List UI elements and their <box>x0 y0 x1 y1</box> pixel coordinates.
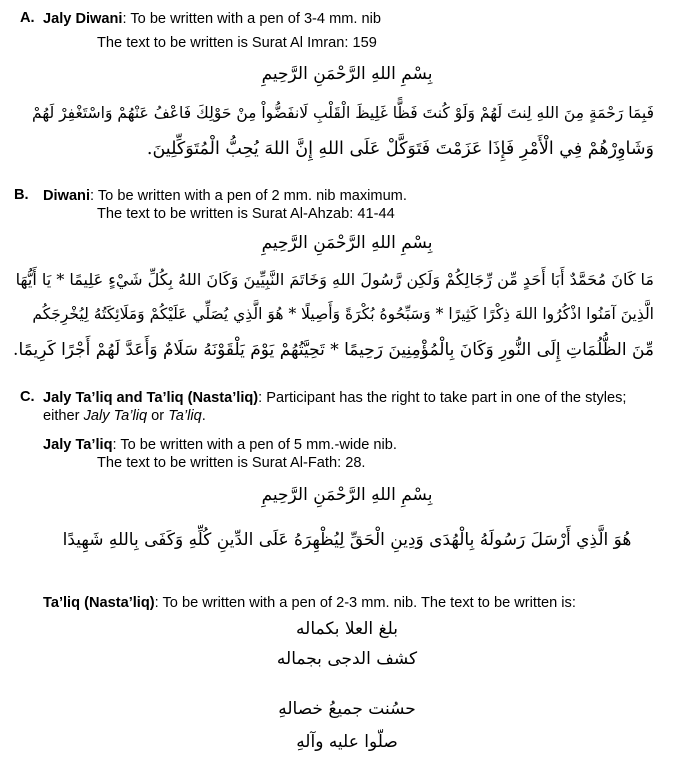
section-c-poem-line-3: حسُنت جميعُ خصالهِ <box>278 699 416 719</box>
section-a-basmala: بِسْمِ اللهِ الرَّحْمَنِ الرَّحِيمِ <box>261 64 433 84</box>
section-a-text-line: The text to be written is Surat Al Imran: 159 <box>97 35 377 51</box>
section-b-desc: : To be written with a pen of 2 mm. nib maximum. <box>90 188 407 204</box>
section-c-title: Jaly Ta’liq and Ta’liq (Nasta’liq) <box>43 390 259 406</box>
section-c-sub1-text-line: The text to be written is Surat Al-Fath: 28. <box>97 455 366 471</box>
section-c-desc-2-mid: or <box>147 408 169 424</box>
section-c-letter: C. <box>20 389 35 405</box>
section-a-title: Jaly Diwani <box>43 11 123 27</box>
section-b-letter: B. <box>14 187 29 203</box>
section-c-desc-2 <box>43 407 206 425</box>
section-a-heading <box>43 10 381 28</box>
section-b-heading <box>43 187 407 205</box>
section-c-desc-2-post: . <box>201 408 206 424</box>
section-b-verse-line-3: مِّنَ الظُّلُمَاتِ إِلَى النُّورِ وَكَانَ بِالْمُؤْمِنِينَ رَحِيمًا * تَحِيَّتُهُمْ يَوْمَ يَلْقَوْنَهُ سَلَامٌ وَأَعَدَّ لَهُمْ أَجْرًا كَرِيمًا. <box>13 340 654 360</box>
section-b-title: Diwani <box>43 188 91 204</box>
section-c-sub1-desc: : To be written with a pen of 5 mm.-wide nib. <box>112 437 397 453</box>
section-c-sub2-desc: : To be written with a pen of 2-3 mm. nib. The text to be written is: <box>154 595 576 611</box>
section-c-poem-line-4: صلّوا عليه وآلهِ <box>296 732 398 752</box>
section-b-basmala: بِسْمِ اللهِ الرَّحْمَنِ الرَّحِيمِ <box>261 233 433 253</box>
section-c-sub2-heading <box>43 594 576 612</box>
section-c-sub2-title: Ta’liq (Nasta’liq) <box>43 595 155 611</box>
section-b-verse-line-2: الَّذِينَ آمَنُوا اذْكُرُوا اللهَ ذِكْرًا كَثِيرًا * وَسَبِّحُوهُ بُكْرَةً وَأَصِيلًا * هُوَ الَّذِي يُصَلِّي عَلَيْكُمْ وَمَلَائِكَتُهُ لِيُخْرِجَكُم <box>32 305 654 323</box>
section-c-desc-1: : Participant has the right to take part in one of the styles; <box>258 390 627 406</box>
section-c-poem-line-1: بلغ العلا بكماله <box>296 619 398 639</box>
section-c-sub1-title: Jaly Ta’liq <box>43 437 113 453</box>
section-b-verse-line-1: مَا كَانَ مُحَمَّدٌ أَبَا أَحَدٍ مِّن رِّجَالِكُمْ وَلَكِن رَّسُولَ اللهِ وَخَاتَمَ النَّبِيِّينَ وَكَانَ اللهُ بِكُلِّ شَيْءٍ عَلِيمًا * يَا أَيُّهَا <box>15 270 654 289</box>
section-c-sub1-heading <box>43 436 397 454</box>
section-c-heading <box>43 389 626 407</box>
section-c-poem-line-2: كشف الدجى بجماله <box>276 649 418 669</box>
section-c-desc-2-pre: either <box>43 408 84 424</box>
section-b-text-line: The text to be written is Surat Al-Ahzab: 41-44 <box>97 206 395 222</box>
section-a-desc: : To be written with a pen of 3-4 mm. nib <box>122 11 381 27</box>
section-c-style-taliq: Ta’liq <box>168 408 202 424</box>
section-a-letter: A. <box>20 10 35 26</box>
section-c-style-jaly-taliq: Jaly Ta’liq <box>83 408 148 424</box>
section-a-verse-line-1: فَبِمَا رَحْمَةٍ مِنَ اللهِ لِنتَ لَهُمْ وَلَوْ كُنتَ فَظًّا غَلِيظَ الْقَلْبِ لَانفَضُّواْ مِنْ حَوْلِكَ فَاعْفُ عَنْهُمْ وَاسْتَغْفِرْ لَهُمْ <box>32 104 654 122</box>
section-a-verse-line-2: وَشَاوِرْهُمْ فِي الْأَمْرِ فَإِذَا عَزَمْتَ فَتَوَكَّلْ عَلَى اللهِ إِنَّ اللهَ يُحِبُّ الْمُتَوَكِّلِينَ. <box>146 139 654 159</box>
section-c-sub1-verse: هُوَ الَّذِي أَرْسَلَ رَسُولَهُ بِالْهُدَى وَدِينِ الْحَقِّ لِيُظْهِرَهُ عَلَى الدِّينِ كُلِّهِ وَكَفَى بِاللهِ شَهِيدًا <box>62 530 632 550</box>
section-c-sub1-basmala: بِسْمِ اللهِ الرَّحْمَنِ الرَّحِيمِ <box>261 485 433 505</box>
